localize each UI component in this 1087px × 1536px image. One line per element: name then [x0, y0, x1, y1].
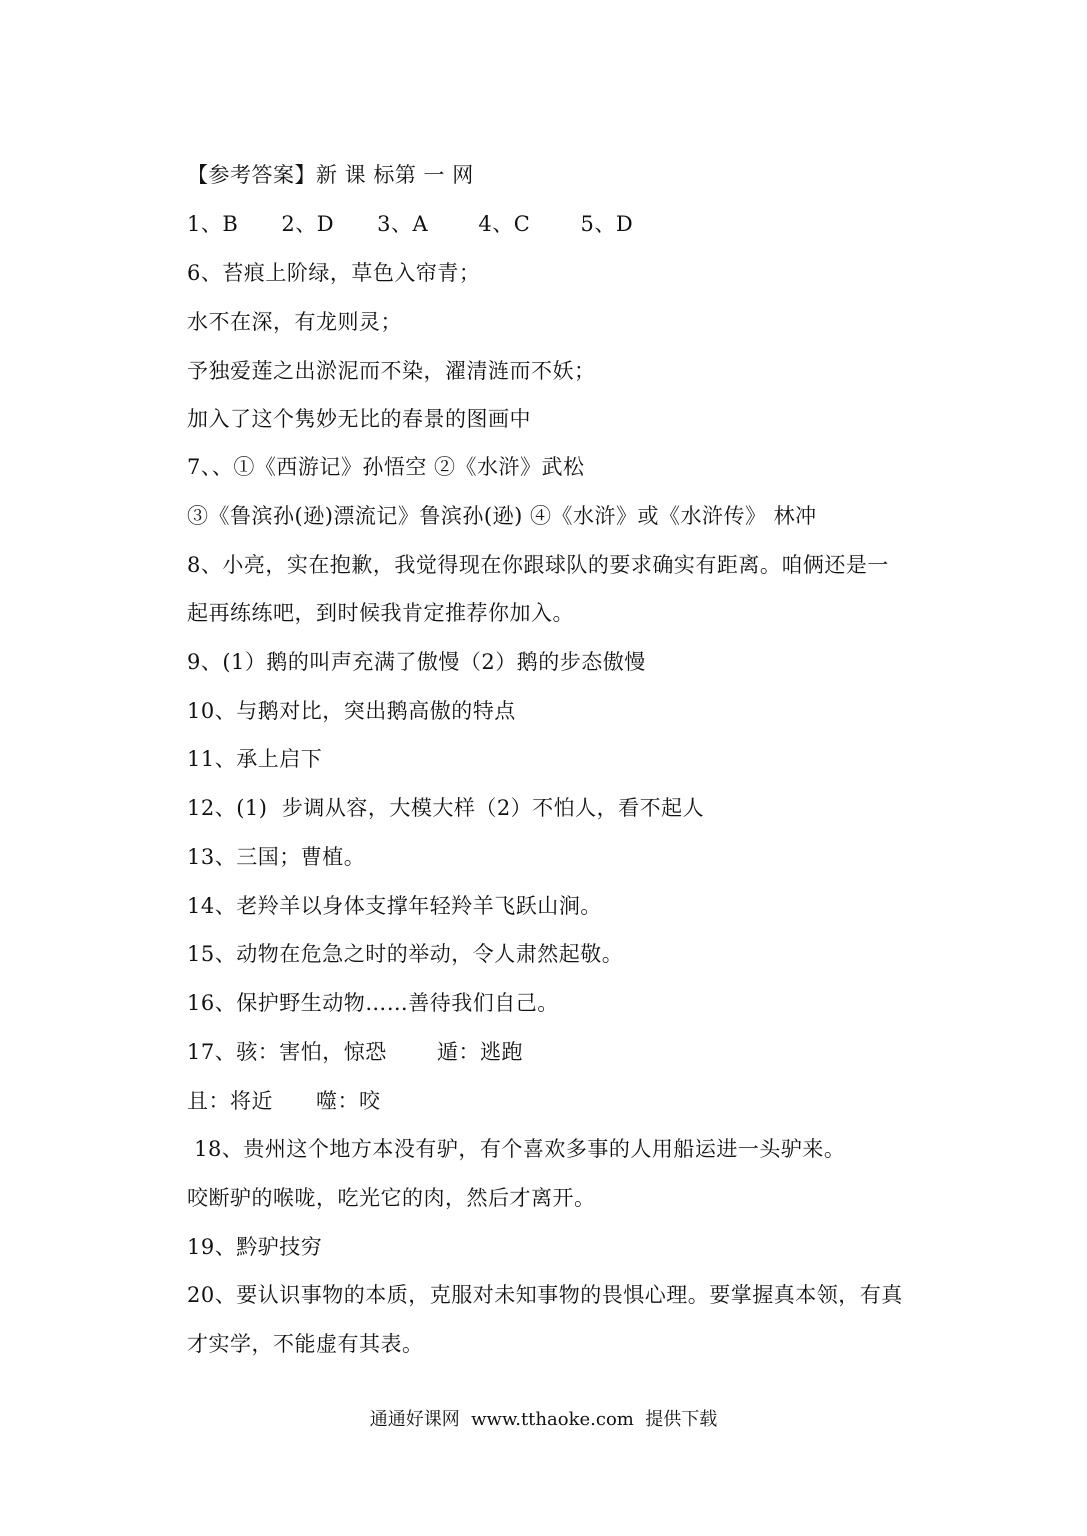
answer-line-16: 16、保护野生动物……善待我们自己。 — [187, 991, 559, 1015]
answer-line-20: 20、要认识事物的本质，克服对未知事物的畏惧心理。要掌握真本领，有真 — [187, 1283, 903, 1307]
answer-line-7: 7、、①《西游记》孙悟空 ②《水浒》武松 — [187, 455, 585, 479]
page-footer: 通通好课网 www.tthaoke.com 提供下载 — [369, 1409, 718, 1430]
answer-line-12: 12、(1) 步调从容，大模大样（2）不怕人，看不起人 — [187, 796, 705, 820]
answer-line-17b: 且：将近 噬：咬 — [187, 1089, 381, 1113]
answer-line-7b: ③《鲁滨孙(逊)漂流记》鲁滨孙(逊) ④《水浒》或《水浒传》 林冲 — [187, 504, 817, 528]
answer-line-8: 8、小亮，实在抱歉，我觉得现在你跟球队的要求确实有距离。咱俩还是一 — [187, 553, 889, 577]
answer-line-17: 17、骇：害怕，惊恐 遁：逃跑 — [187, 1040, 523, 1064]
answer-line-8b: 起再练练吧，到时候我肯定推荐你加入。 — [187, 601, 574, 625]
answer-line-6c: 予独爱莲之出淤泥而不染，濯清涟而不妖； — [187, 359, 596, 383]
answer-line-9: 9、(1）鹅的叫声充满了傲慢（2）鹅的步态傲慢 — [187, 650, 646, 674]
answer-line-6b: 水不在深，有龙则灵； — [187, 310, 402, 334]
answer-line-18b: 咬断驴的喉咙，吃光它的肉，然后才离开。 — [187, 1186, 596, 1210]
answer-line-6d: 加入了这个隽妙无比的春景的图画中 — [187, 407, 531, 431]
answer-line-13: 13、三国；曹植。 — [187, 845, 366, 869]
answer-heading: 【参考答案】新 课 标第 一 网 — [187, 163, 474, 187]
answer-line-18: 18、贵州这个地方本没有驴，有个喜欢多事的人用船运进一头驴来。 — [187, 1137, 846, 1161]
answer-line-20b: 才实学，不能虚有其表。 — [187, 1332, 424, 1356]
answer-line-15: 15、动物在危急之时的举动，令人肃然起敬。 — [187, 942, 624, 966]
answer-line-11: 11、承上启下 — [187, 747, 323, 771]
answer-line-choice: 1、B 2、D 3、A 4、C 5、D — [187, 212, 634, 236]
answer-line-14: 14、老羚羊以身体支撑年轻羚羊飞跃山涧。 — [187, 894, 602, 918]
answer-line-6: 6、苔痕上阶绿，草色入帘青； — [187, 261, 481, 285]
answer-line-10: 10、与鹅对比，突出鹅高傲的特点 — [187, 699, 516, 723]
answer-line-19: 19、黔驴技穷 — [187, 1235, 323, 1259]
